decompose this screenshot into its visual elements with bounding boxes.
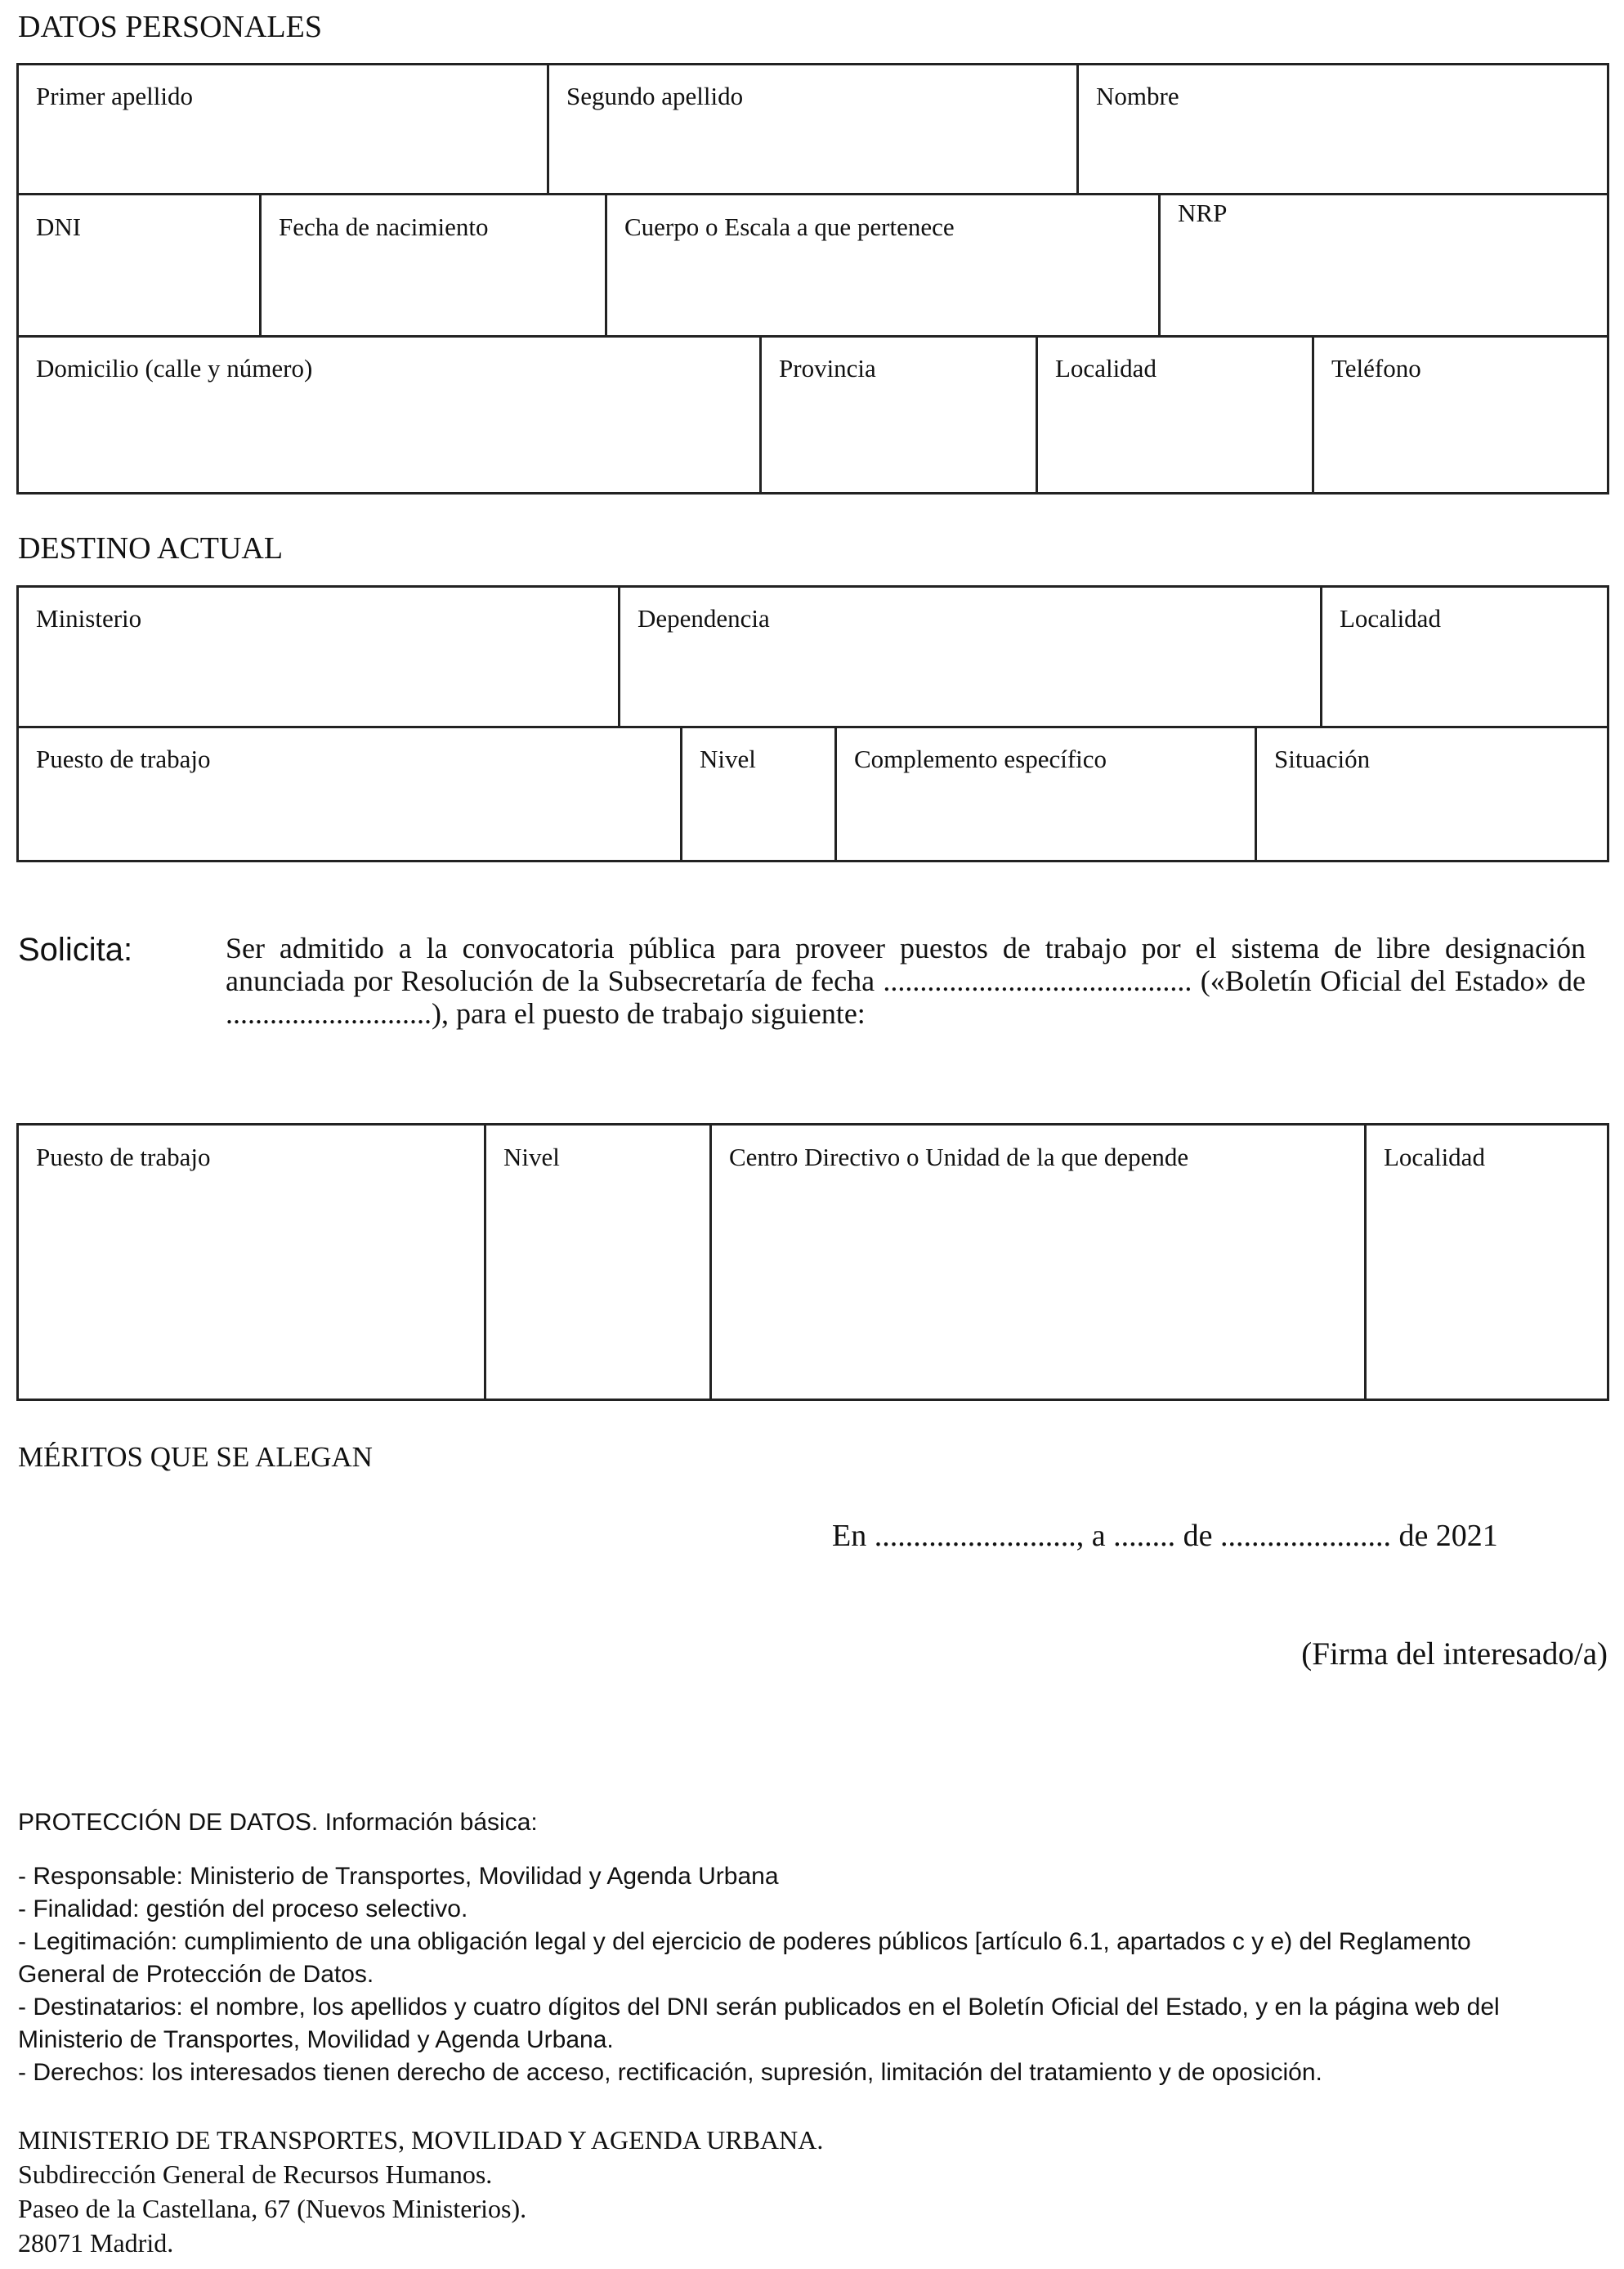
section-title-meritos: MÉRITOS QUE SE ALEGAN	[18, 1441, 373, 1473]
solicita-label: Solicita:	[18, 932, 133, 968]
field-nivel[interactable]: Nivel	[700, 745, 756, 773]
field-primer-apellido[interactable]: Primer apellido	[36, 82, 193, 110]
field-segundo-apellido[interactable]: Segundo apellido	[566, 82, 744, 110]
cell-divider	[1312, 335, 1314, 495]
proteccion-destinatarios: - Destinatarios: el nombre, los apellidos y cuatro dígitos del DNI serán publicados en el Boletín Oficial del Estado, y en la página web del Ministerio de Transportes, Movilidad y Agenda Urbana.	[18, 1994, 1500, 2053]
field-situacion[interactable]: Situación	[1274, 745, 1371, 773]
proteccion-responsable: - Responsable: Ministerio de Transportes, Movilidad y Agenda Urbana	[18, 1863, 779, 1890]
cell-divider	[1364, 1123, 1367, 1401]
field-provincia[interactable]: Provincia	[779, 354, 876, 383]
field-puesto-solicitado[interactable]: Puesto de trabajo	[36, 1143, 211, 1171]
field-complemento-especifico[interactable]: Complemento específico	[854, 745, 1107, 773]
cell-divider	[618, 585, 620, 727]
cell-divider	[1036, 335, 1038, 495]
proteccion-datos-title: PROTECCIÓN DE DATOS. Información básica:	[18, 1809, 538, 1836]
table-border	[16, 63, 1609, 495]
direccion-calle: Paseo de la Castellana, 67 (Nuevos Ministerios).	[18, 2194, 527, 2223]
firma-interesado: (Firma del interesado/a)	[1301, 1636, 1608, 1672]
field-cuerpo-escala[interactable]: Cuerpo o Escala a que pertenece	[624, 213, 955, 241]
section-title-destino-actual: DESTINO ACTUAL	[18, 531, 284, 566]
direccion-block	[18, 2123, 1162, 2260]
cell-divider	[259, 193, 262, 336]
field-puesto-trabajo[interactable]: Puesto de trabajo	[36, 745, 211, 773]
field-centro-directivo[interactable]: Centro Directivo o Unidad de la que depende	[729, 1143, 1189, 1171]
field-nivel-solicitado[interactable]: Nivel	[503, 1143, 560, 1171]
field-fecha-nacimiento[interactable]: Fecha de nacimiento	[279, 213, 489, 241]
field-nombre[interactable]: Nombre	[1096, 82, 1179, 110]
field-nrp[interactable]: NRP	[1178, 199, 1228, 227]
field-localidad-destino[interactable]: Localidad	[1340, 604, 1441, 633]
field-dependencia[interactable]: Dependencia	[638, 604, 770, 633]
cell-divider	[709, 1123, 712, 1401]
cell-divider	[1320, 585, 1322, 727]
section-title-datos-personales: DATOS PERSONALES	[18, 10, 322, 44]
solicita-text: Ser admitido a la convocatoria pública para proveer puestos de trabajo por el sistema de libre designación anunciada por Resolución de la Subsecretaría de fecha .......................................... («Boletín Oficial del Estado» de ............................), para el puesto de trabajo siguiente:	[226, 932, 1586, 1030]
field-localidad-solicitada[interactable]: Localidad	[1384, 1143, 1485, 1171]
cell-divider	[605, 193, 607, 336]
cell-divider	[759, 335, 762, 495]
cell-divider	[680, 726, 682, 862]
proteccion-datos-list	[18, 1860, 1540, 2089]
cell-divider	[484, 1123, 486, 1401]
row-divider	[16, 726, 1609, 728]
direccion-subdireccion: Subdirección General de Recursos Humanos.	[18, 2159, 493, 2189]
cell-divider	[834, 726, 837, 862]
field-telefono[interactable]: Teléfono	[1331, 354, 1421, 383]
proteccion-finalidad: - Finalidad: gestión del proceso selectivo.	[18, 1895, 468, 1922]
field-localidad[interactable]: Localidad	[1055, 354, 1156, 383]
cell-divider	[547, 63, 549, 194]
proteccion-legitimacion: - Legitimación: cumplimiento de una obligación legal y del ejercicio de poderes públicos [artículo 6.1, apartados c y e) del Reglamento General de Protección de Datos.	[18, 1928, 1471, 1988]
direccion-ministerio: MINISTERIO DE TRANSPORTES, MOVILIDAD Y AGENDA URBANA.	[18, 2125, 824, 2155]
field-dni[interactable]: DNI	[36, 213, 82, 241]
field-domicilio[interactable]: Domicilio (calle y número)	[36, 354, 313, 383]
field-ministerio[interactable]: Ministerio	[36, 604, 142, 633]
cell-divider	[1076, 63, 1079, 194]
direccion-ciudad: 28071 Madrid.	[18, 2228, 174, 2258]
fecha-linea: En .........................., a ........ de ...................... de 2021	[832, 1519, 1498, 1553]
cell-divider	[1158, 193, 1161, 336]
row-divider	[16, 193, 1609, 195]
row-divider	[16, 335, 1609, 338]
cell-divider	[1255, 726, 1257, 862]
proteccion-derechos: - Derechos: los interesados tienen derecho de acceso, rectificación, supresión, limitación del tratamiento y de oposición.	[18, 2059, 1322, 2086]
